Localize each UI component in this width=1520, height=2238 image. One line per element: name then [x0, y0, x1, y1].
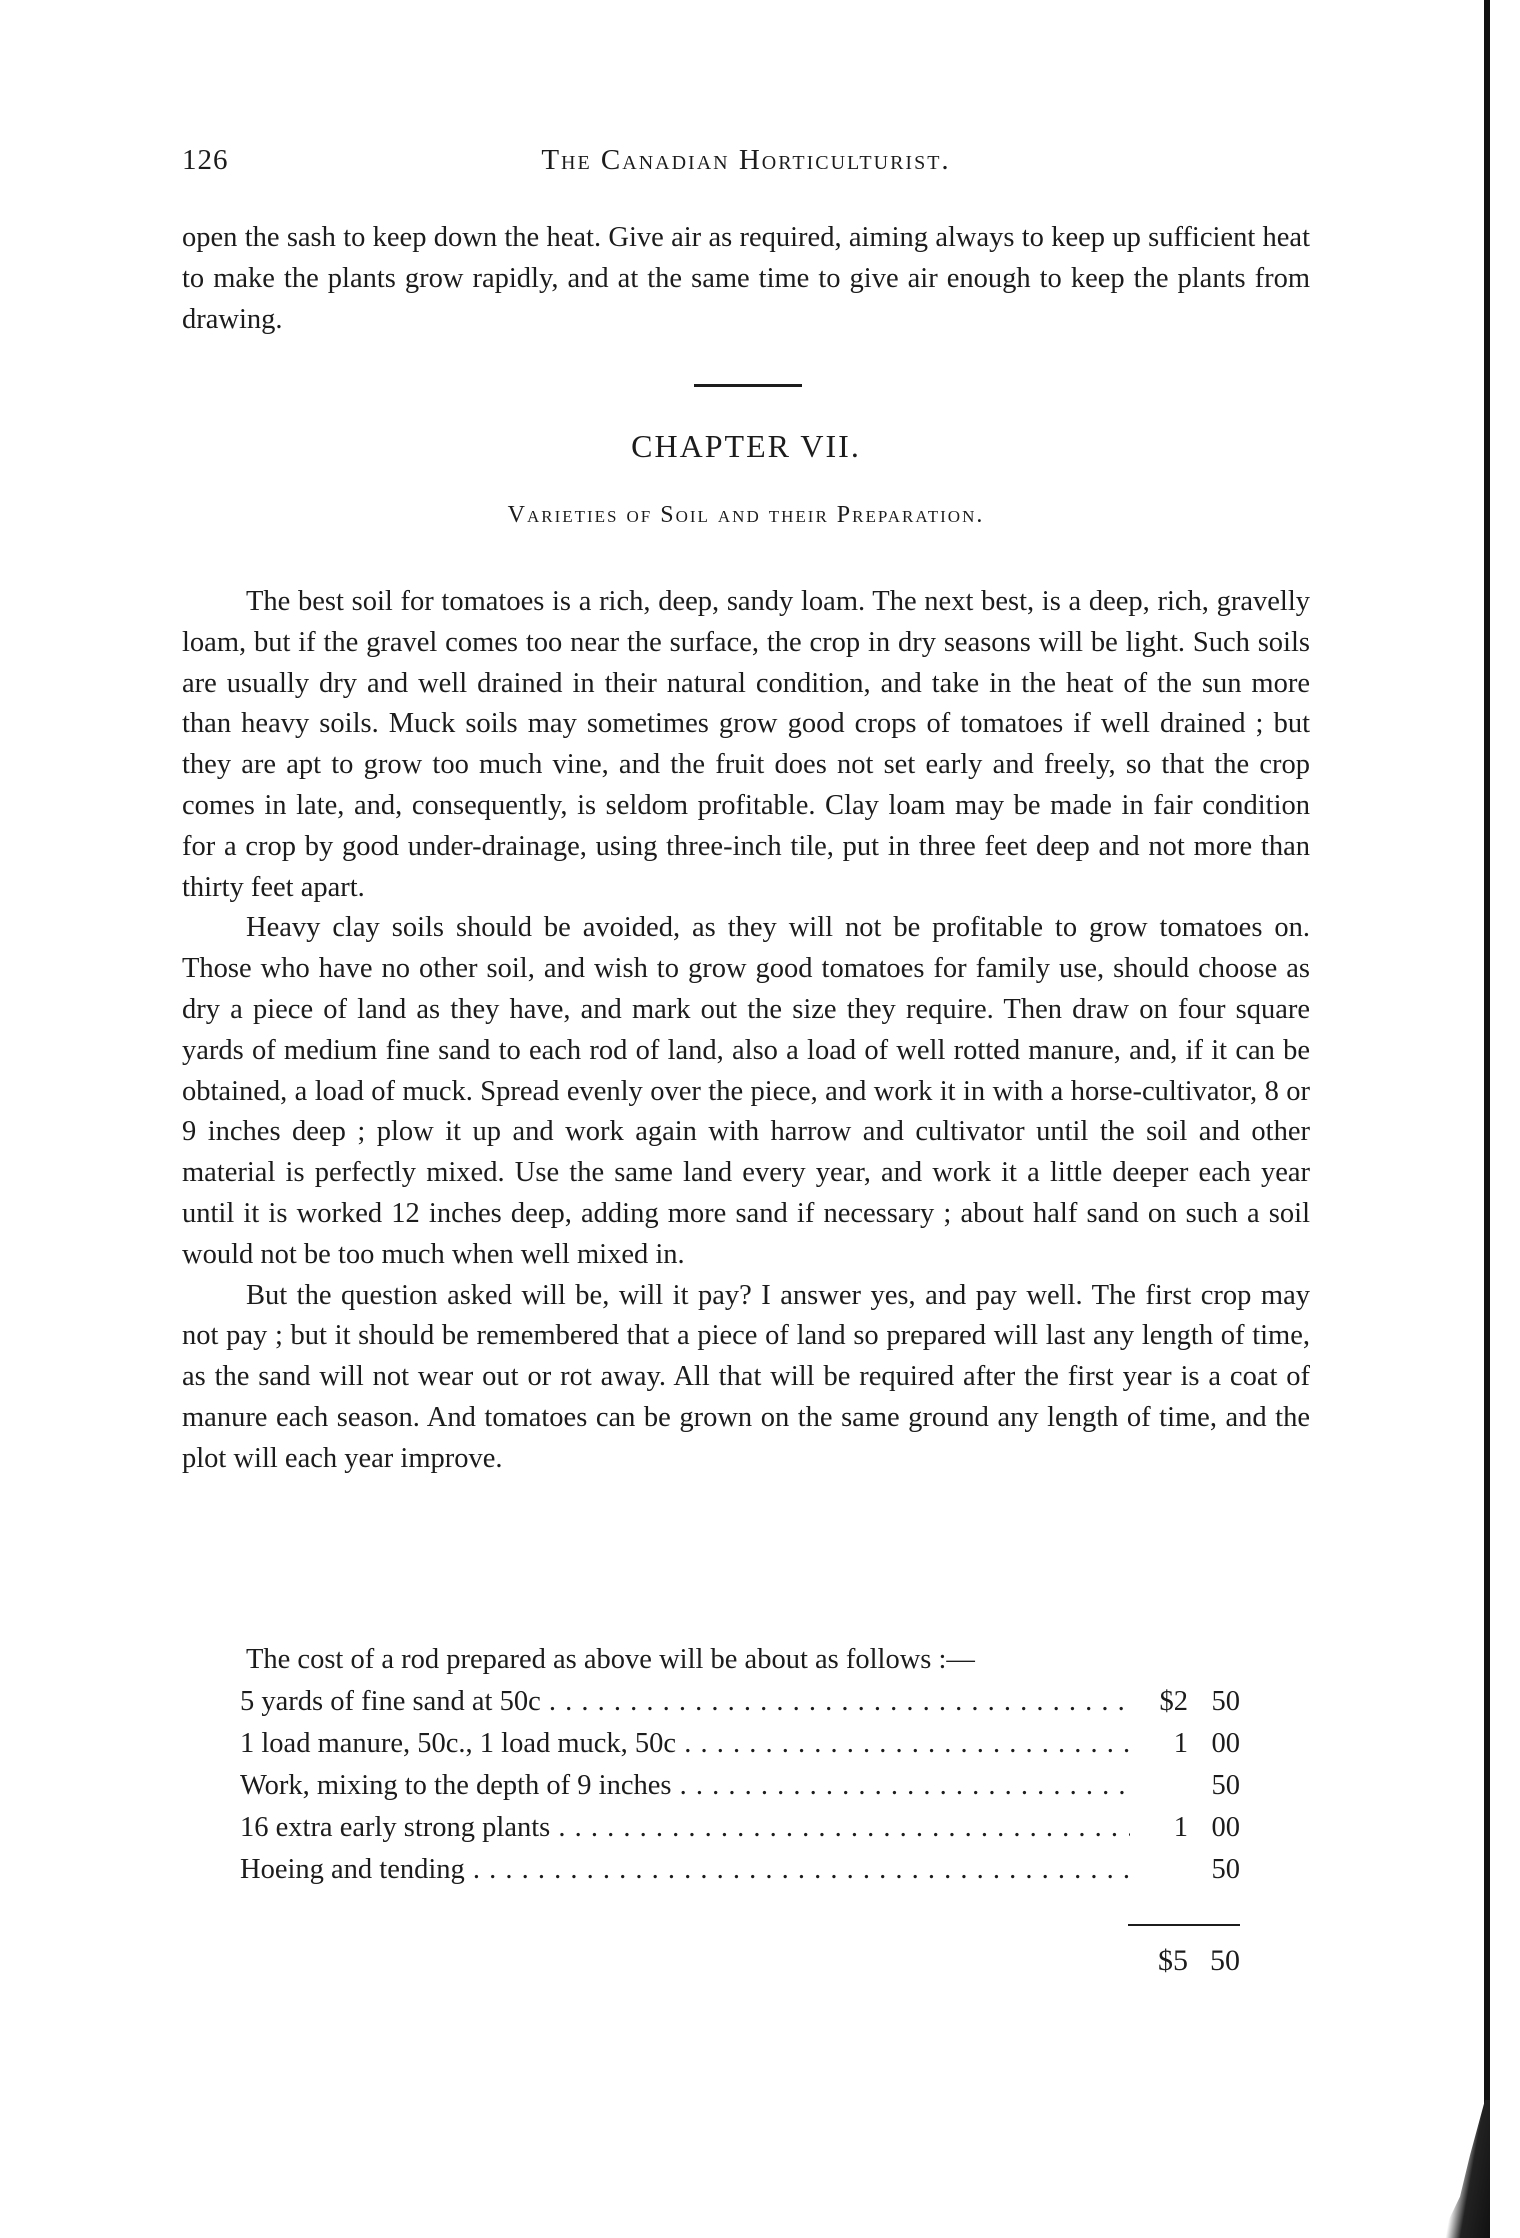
cost-cents: 50	[1211, 1686, 1240, 1717]
cost-item: Hoeing and tending . . .	[240, 1854, 1130, 1886]
total-cents: 50	[1210, 1944, 1240, 1977]
lead-paragraph	[182, 218, 1310, 340]
chapter-body	[182, 582, 1310, 1480]
cost-item: 16 extra early strong plants . . .	[240, 1812, 1130, 1844]
cost-dollars: 1	[1173, 1728, 1188, 1759]
cost-item: 5 yards of fine sand at 50c . . .	[240, 1686, 1130, 1718]
chapter-heading: CHAPTER VII.	[631, 428, 861, 464]
cost-row	[240, 1812, 1240, 1854]
cost-cents: 00	[1211, 1812, 1240, 1843]
running-head	[182, 144, 1310, 184]
cost-dollars: 1	[1173, 1812, 1188, 1843]
cost-row	[240, 1854, 1240, 1896]
chapter-subtitle: Varieties of Soil and their Preparation.	[507, 502, 985, 528]
paragraph: But the question asked will be, will it pay? I answer yes, and pay well. The first crop may not pay ; but it should be remembered that a piece of land so prepared will last any length of time, as the sand will not wear out or rot away. All that will be required after the first year is a coat of manure each season. And tomatoes can be grown on the same ground any length of time, and the plot will each year improve.	[182, 1279, 1310, 1474]
paragraph: open the sash to keep down the heat. Give air as required, aiming always to keep up sufficient heat to make the plants grow rapidly, and at the same time to give air enough to keep the plants from drawing.	[182, 222, 1310, 335]
total-dollars: $5	[1158, 1944, 1188, 1977]
journal-title: The Canadian Horticulturist.	[541, 144, 951, 176]
cost-item: Work, mixing to the depth of 9 inches . . .	[240, 1770, 1130, 1802]
cost-total	[240, 1944, 1240, 1986]
page-number: 126	[182, 144, 229, 176]
page-corner-tear	[1440, 2100, 1490, 2238]
paragraph: Heavy clay soils should be avoided, as they will not be profitable to grow tomatoes on. Those who have no other soil, and wish to grow good tomatoes for family use, should choose as dry a piece of land as they have, and mark out the size they require. Then draw on four square yards of medium fine sand to each rod of land, also a load of well rotted manure, and, if it can be obtained, a load of muck. Spread evenly over the piece, and work it in with a horse-cultivator, 8 or 9 inches deep ; plow it up and work again with harrow and cultivator until the soil and other material is perfectly mixed. Use the same land every year, and work it a little deeper each year until it is worked 12 inches deep, adding more sand if necessary ; about half sand on such a soil would not be too much when well mixed in.	[182, 912, 1310, 1270]
cost-row	[240, 1686, 1240, 1728]
cost-dollars: $2	[1159, 1686, 1188, 1717]
paragraph: The best soil for tomatoes is a rich, deep, sandy loam. The next best, is a deep, rich, gravelly loam, but if the gravel comes too near the surface, the crop in dry seasons will be light. Such soils are usually dry and well drained in their natural condition, and take in the heat of the sun more than heavy soils. Muck soils may sometimes grow good crops of tomatoes if well drained ; but they are apt to grow too much vine, and the fruit does not set early and freely, so that the crop comes in late, and, consequently, is seldom profitable. Clay loam may be made in fair condition for a crop by good under-drainage, using three-inch tile, put in three feet deep and not more than thirty feet apart.	[182, 586, 1310, 903]
sum-rule	[1128, 1924, 1240, 1926]
cost-cents: 50	[1211, 1854, 1240, 1885]
cost-cents: 00	[1211, 1728, 1240, 1759]
cost-intro: The cost of a rod prepared as above will be about as follows :—	[246, 1644, 975, 1675]
cost-cents: 50	[1211, 1770, 1240, 1801]
binding-edge	[1484, 0, 1490, 2238]
cost-table	[240, 1686, 1240, 1896]
cost-item: 1 load manure, 50c., 1 load muck, 50c . . .	[240, 1728, 1130, 1760]
cost-row	[240, 1728, 1240, 1770]
section-divider	[694, 384, 802, 387]
cost-row	[240, 1770, 1240, 1812]
